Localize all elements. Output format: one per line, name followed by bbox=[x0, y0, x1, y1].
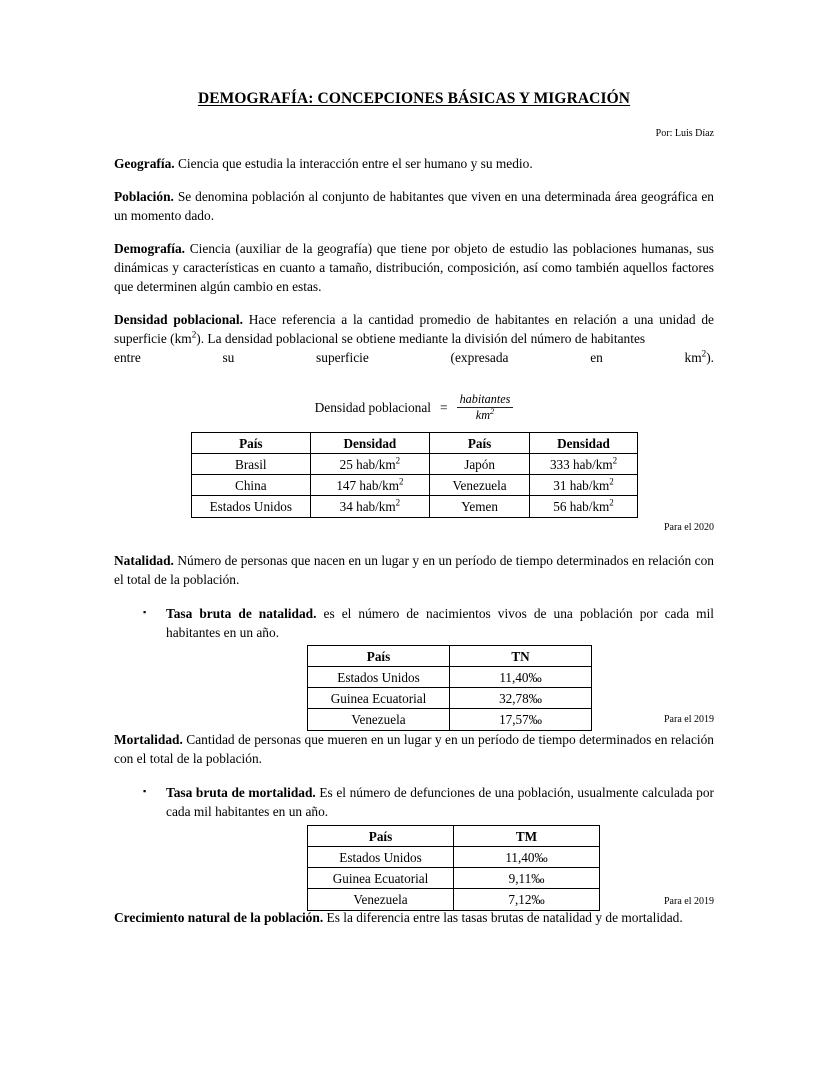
paragraph-natalidad bbox=[114, 551, 714, 589]
table-row bbox=[308, 868, 600, 889]
cell-country: China bbox=[192, 475, 311, 496]
term-tasa-bruta-mortalidad: Tasa bruta de mortalidad. bbox=[166, 785, 316, 801]
cell-tn-value: 17,57‰ bbox=[450, 709, 592, 730]
document-content bbox=[114, 0, 715, 925]
column-header-densidad-2: Densidad bbox=[530, 433, 638, 454]
formula-denominator-base: km bbox=[475, 408, 490, 423]
paragraph-crecimiento bbox=[114, 908, 714, 927]
formula-denominator-exponent: 2 bbox=[490, 406, 495, 416]
paragraph-demografia bbox=[114, 225, 714, 296]
definition-densidad-lastline bbox=[114, 348, 714, 367]
definition-tasa-bruta-natalidad: es el número de nacimientos vivos de una población por cada mil habitantes en un año. bbox=[166, 606, 715, 641]
cell-tm-value: 9,11‰ bbox=[454, 868, 600, 889]
cell-density: 25 hab/$km^2$ bbox=[310, 454, 430, 475]
cell-country: Brasil bbox=[192, 454, 311, 475]
paragraph-poblacion bbox=[114, 173, 714, 225]
term-poblacion: Población. bbox=[114, 188, 174, 204]
bullet-tasa-bruta-natalidad bbox=[114, 589, 714, 642]
cell-country: Venezuela bbox=[308, 889, 454, 910]
cell-country: Guinea Ecuatorial bbox=[308, 868, 454, 889]
bullet-tasa-bruta-mortalidad bbox=[114, 768, 714, 821]
section-mortalidad bbox=[114, 730, 714, 821]
definition-tasa-bruta-mortalidad: Es el número de defunciones de una población, usualmente calculada por cada mil habitantes en un año. bbox=[166, 785, 714, 820]
unit-exponent: 2 bbox=[612, 455, 618, 466]
definition-geografia: Ciencia que estudia la interacción entre el ser humano y su medio. bbox=[174, 155, 533, 171]
table-density bbox=[191, 432, 638, 518]
paragraph-geografia bbox=[114, 140, 714, 173]
cell-country: Guinea Ecuatorial bbox=[308, 688, 450, 709]
definition-densidad-lastline-part2: ). bbox=[706, 349, 714, 365]
paragraph-mortalidad bbox=[114, 730, 714, 768]
cell-country: Japón bbox=[430, 454, 530, 475]
cell-country: Estados Unidos bbox=[308, 667, 450, 688]
square-bullet-icon: ▪ bbox=[143, 607, 147, 618]
column-header-pais: País bbox=[308, 646, 450, 667]
unit-exponent: 2 bbox=[398, 476, 404, 487]
formula-left-side: Densidad poblacional bbox=[314, 399, 432, 415]
table-header-row bbox=[192, 433, 638, 454]
definition-poblacion: Se denomina población al conjunto de habitantes que viven en una determinada área geográfica en un momento dado. bbox=[114, 188, 714, 223]
term-mortalidad: Mortalidad. bbox=[114, 732, 183, 747]
definition-demografia: Ciencia (auxiliar de la geografía) que tiene por objeto de estudio las poblaciones humanas, sus dinámicas y características en cuanto a tamaño, distribución, composición, así como también aquellos factores que determinen algún cambio en estas. bbox=[114, 240, 714, 294]
section-crecimiento bbox=[114, 908, 714, 927]
table-row bbox=[308, 688, 592, 709]
superscript-km2-b: 2 bbox=[701, 348, 707, 359]
definition-natalidad: Número de personas que nacen en un lugar y en un período de tiempo determinados en relación con el total de la población. bbox=[114, 553, 714, 588]
table-row bbox=[192, 496, 638, 517]
table-row bbox=[192, 454, 638, 475]
table-container-density bbox=[191, 432, 638, 518]
table-note-density: Para el 2020 bbox=[664, 522, 714, 533]
cell-tn-value: 11,40‰ bbox=[450, 667, 592, 688]
cell-tm-value: 7,12‰ bbox=[454, 889, 600, 910]
formula-denominator bbox=[457, 407, 514, 422]
table-row bbox=[192, 475, 638, 496]
paragraph-densidad bbox=[114, 296, 714, 367]
column-header-densidad-1: Densidad bbox=[310, 433, 430, 454]
cell-country: Estados Unidos bbox=[308, 847, 454, 868]
term-demografia: Demografía. bbox=[114, 240, 186, 256]
square-bullet-icon: ▪ bbox=[143, 786, 147, 797]
formula-densidad-poblacional bbox=[114, 367, 714, 422]
definition-densidad-lastline-part1: entre su superficie (expresada en km bbox=[114, 349, 702, 365]
term-densidad-poblacional: Densidad poblacional. bbox=[114, 311, 243, 327]
term-geografia: Geografía. bbox=[114, 155, 175, 171]
table-header-row bbox=[308, 646, 592, 667]
section-natalidad bbox=[114, 551, 714, 642]
column-header-pais-2: País bbox=[430, 433, 530, 454]
table-header-row bbox=[308, 826, 600, 847]
table-note-natalidad: Para el 2019 bbox=[664, 714, 714, 725]
cell-country: Yemen bbox=[430, 496, 530, 517]
column-header-tn: TN bbox=[450, 646, 592, 667]
byline: Por: Luis Díaz bbox=[655, 127, 714, 139]
cell-country: Venezuela bbox=[308, 709, 450, 730]
cell-country: Estados Unidos bbox=[192, 496, 311, 517]
formula-expression bbox=[315, 393, 514, 422]
unit-exponent: 2 bbox=[395, 497, 401, 508]
term-natalidad: Natalidad. bbox=[114, 553, 174, 568]
definition-densidad-part2: ). La densidad poblacional se obtiene mediante la división del número de habitantes bbox=[196, 330, 646, 346]
column-header-pais: País bbox=[308, 826, 454, 847]
definition-mortalidad: Cantidad de personas que mueren en un lugar y en un período de tiempo determinados en relación con el total de la población. bbox=[114, 732, 714, 767]
table-row bbox=[308, 847, 600, 868]
formula-fraction bbox=[457, 393, 514, 422]
formula-equals-sign: = bbox=[440, 399, 448, 415]
term-crecimiento-natural: Crecimiento natural de la población. bbox=[114, 910, 324, 925]
superscript-km2-a: 2 bbox=[191, 329, 197, 340]
column-header-tm: TM bbox=[454, 826, 600, 847]
table-note-mortalidad: Para el 2019 bbox=[664, 896, 714, 907]
definition-crecimiento-natural: Es la diferencia entre las tasas brutas de natalidad y de mortalidad. bbox=[323, 910, 683, 925]
cell-density: 333 hab/$km^2$ bbox=[530, 454, 638, 475]
cell-country: Venezuela bbox=[430, 475, 530, 496]
unit-exponent: 2 bbox=[609, 476, 614, 487]
cell-tm-value: 11,40‰ bbox=[454, 847, 600, 868]
formula-numerator: habitantes bbox=[459, 391, 511, 406]
cell-density: 31 hab/$km^2$ bbox=[530, 475, 638, 496]
cell-density: 56 hab/$km^2$ bbox=[530, 496, 638, 517]
definition-densidad-part1: Hace referencia a la cantidad promedio de habitantes en relación a una unidad de superficie (km bbox=[114, 311, 714, 346]
column-header-pais-1: País bbox=[192, 433, 311, 454]
page-title: DEMOGRAFÍA: CONCEPCIONES BÁSICAS Y MIGRACIÓN bbox=[197, 90, 631, 107]
cell-tn-value: 32,78‰ bbox=[450, 688, 592, 709]
cell-density: 147 hab/$km^2$ bbox=[310, 475, 430, 496]
unit-exponent: 2 bbox=[395, 455, 401, 466]
cell-density: 34 hab/$km^2$ bbox=[310, 496, 430, 517]
term-tasa-bruta-natalidad: Tasa bruta de natalidad. bbox=[166, 606, 317, 622]
table-row bbox=[308, 667, 592, 688]
unit-exponent: 2 bbox=[609, 497, 614, 508]
